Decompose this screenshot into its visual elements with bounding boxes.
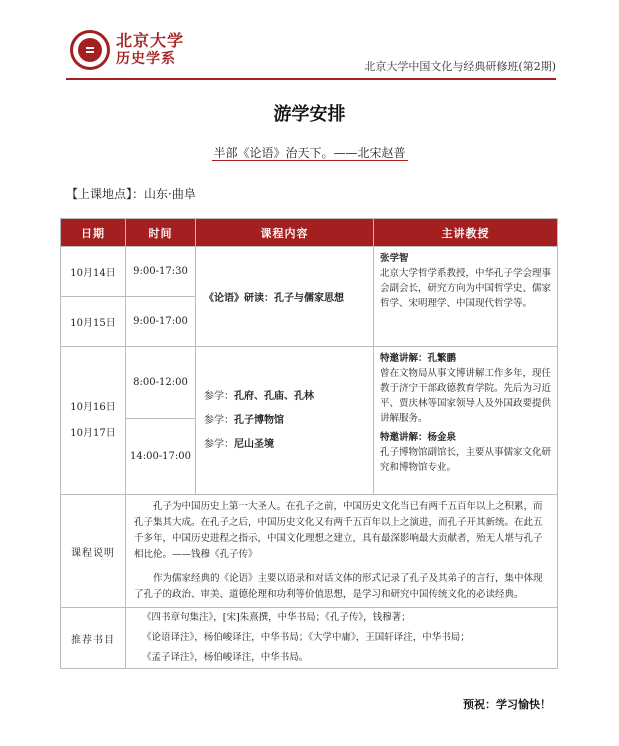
date-cell: 10月15日 bbox=[61, 297, 126, 347]
course-cell bbox=[196, 347, 374, 495]
university-seal-logo bbox=[70, 30, 110, 70]
book-line: 《论语译注》，杨伯峻译注，中华书局；《大学中庸》，王国轩译注，中华书局； bbox=[142, 632, 470, 643]
logo-text bbox=[116, 32, 184, 68]
course-prefix: 参学： bbox=[204, 390, 234, 402]
book-line: 《四书章句集注》，[宋]朱熹撰，中华书局；《孔子传》，钱穆著； bbox=[142, 612, 411, 623]
course-item bbox=[204, 433, 373, 457]
date-line: 10月16日 bbox=[70, 401, 116, 413]
course-name: 孔府、孔庙、孔林 bbox=[234, 390, 314, 402]
description-paragraph: 孔子为中国历史上第一大圣人。在孔子之前，中国历史文化当已有两千五百年以上之积累，而孔子集其大成。在孔子之后，中国历史文化又有两千五百年以上之演进，而孔子开其新统。在此五千多年，中国历史进程之指示，中国文化理想之建立，具有最深影响最大贡献者，殆无人堪与孔子相比伦。——钱穆《孔子传》 bbox=[134, 501, 543, 560]
location-value: ：山东·曲阜 bbox=[132, 187, 196, 201]
header-time: 时间 bbox=[126, 219, 196, 247]
date-cell bbox=[61, 347, 126, 495]
books-cell bbox=[126, 608, 558, 669]
quote: 半部《论语》治天下。——北宋赵普 bbox=[213, 146, 406, 160]
table-header-row bbox=[61, 219, 558, 247]
page-title: 游学安排 bbox=[273, 104, 346, 125]
description-cell bbox=[126, 495, 558, 608]
teacher-name: 特邀讲解：孔繁鹏 bbox=[380, 353, 457, 364]
teacher-cell bbox=[374, 247, 558, 347]
table-row bbox=[61, 247, 558, 297]
table-row bbox=[61, 608, 558, 669]
header-teacher: 主讲教授 bbox=[374, 219, 558, 247]
description-paragraph: 作为儒家经典的《论语》主要以语录和对话文体的形式记录了孔子及其弟子的言行，集中体现了孔子的政治、审美、道德伦理和功利等价值思想，是学习和研究中国传统文化的必读经典。 bbox=[134, 573, 543, 600]
course-prefix: 参学： bbox=[204, 438, 234, 450]
course-name: 孔子博物馆 bbox=[234, 414, 284, 426]
footer-wish: 预祝：学习愉快！ bbox=[463, 698, 551, 711]
teacher-name: 张学智 bbox=[380, 253, 409, 264]
header-course: 课程内容 bbox=[196, 219, 374, 247]
logo-line2: 历史学系 bbox=[116, 51, 176, 67]
course-item bbox=[204, 385, 373, 409]
description-label: 课程说明 bbox=[61, 495, 126, 608]
location bbox=[66, 185, 196, 202]
books-label: 推荐书目 bbox=[61, 608, 126, 669]
teacher-desc: 北京大学哲学系教授，中华孔子学会理事会副会长，研究方向为中国哲学史、儒家哲学、宋明理学、中国现代哲学等。 bbox=[380, 268, 552, 309]
teacher-name: 特邀讲解：杨金泉 bbox=[380, 432, 457, 443]
time-cell: 9:00-17:30 bbox=[126, 247, 196, 297]
teacher-block bbox=[380, 430, 551, 475]
quote-underline bbox=[212, 160, 408, 161]
time-cell: 8:00-12:00 bbox=[126, 347, 196, 419]
course-prefix: 参学： bbox=[204, 414, 234, 426]
date-line: 10月17日 bbox=[70, 427, 116, 439]
table-row bbox=[61, 495, 558, 608]
course-title: 《论语》研读：孔子与儒家思想 bbox=[204, 293, 344, 304]
teacher-block bbox=[380, 351, 551, 426]
course-cell bbox=[196, 247, 374, 347]
time-cell: 9:00-17:00 bbox=[126, 297, 196, 347]
teacher-desc: 孔子博物馆副馆长，主要从事儒家文化研究和博物馆专业。 bbox=[380, 447, 552, 473]
location-label: 【上课地点】 bbox=[66, 187, 133, 201]
course-name: 尼山圣境 bbox=[234, 438, 274, 450]
teacher-desc: 曾在文物局从事文博讲解工作多年，现任教于济宁干部政德教育学院。先后为习近平、贾庆林等国家领导人及外国政要提供讲解服务。 bbox=[380, 368, 552, 424]
date-cell: 10月14日 bbox=[61, 247, 126, 297]
time-cell: 14:00-17:00 bbox=[126, 419, 196, 495]
table-row bbox=[61, 347, 558, 419]
course-item bbox=[204, 409, 373, 433]
book-line: 《孟子译注》，杨伯峻译注，中华书局。 bbox=[142, 652, 309, 663]
page-header bbox=[66, 28, 556, 76]
program-title: 北京大学中国文化与经典研修班(第2期) bbox=[364, 60, 556, 73]
header-divider bbox=[66, 78, 556, 80]
teacher-cell bbox=[374, 347, 558, 495]
seal-emblem-icon bbox=[78, 38, 102, 62]
header-date: 日期 bbox=[61, 219, 126, 247]
logo-line1: 北京大学 bbox=[116, 31, 185, 50]
schedule-table bbox=[60, 218, 558, 669]
